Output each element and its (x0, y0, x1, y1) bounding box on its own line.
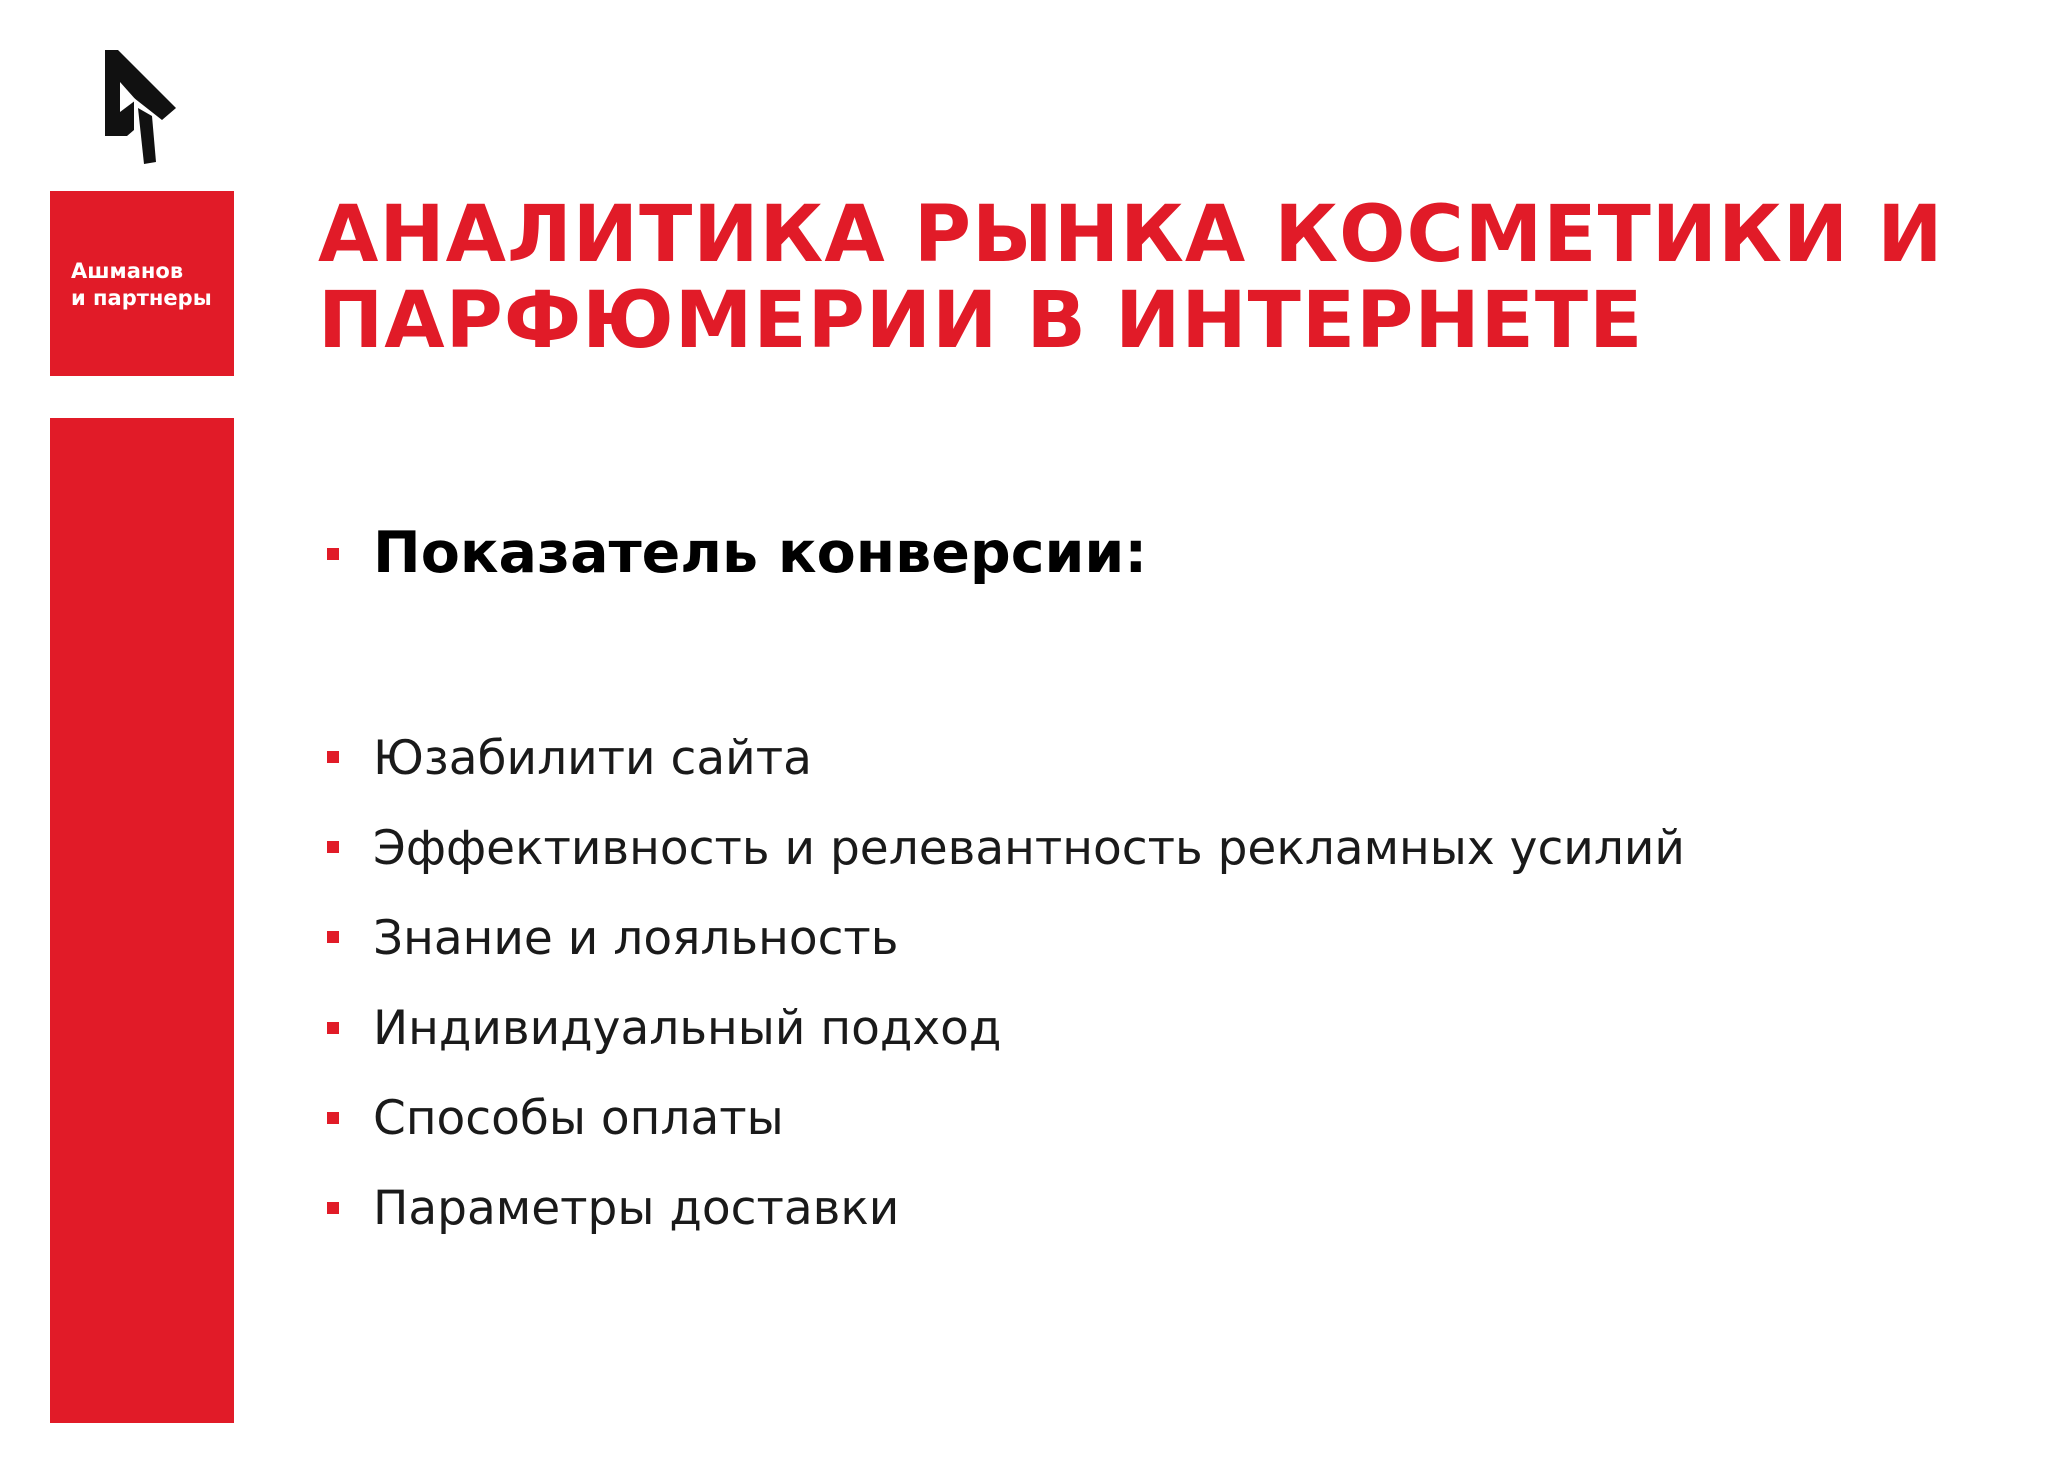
slide-title-line-2: ПАРФЮМЕРИИ В ИНТЕРНЕТЕ (318, 276, 1644, 366)
decorative-side-bar (50, 418, 234, 1423)
list-item: Способы оплаты (373, 1091, 784, 1146)
list-item: Индивидуальный подход (373, 1001, 1002, 1056)
brand-name-line-2: и партнеры (71, 286, 212, 310)
bullet-icon (327, 1112, 339, 1124)
bullet-icon (327, 841, 339, 853)
slide-title (318, 192, 1944, 364)
slide-title-line-1: АНАЛИТИКА РЫНКА КОСМЕТИКИ И (318, 190, 1944, 280)
bullet-icon (327, 548, 339, 560)
bullet-icon (327, 751, 339, 763)
bullet-icon (327, 1202, 339, 1214)
bullet-icon (327, 931, 339, 943)
brand-block (50, 191, 234, 376)
brand-name-line-1: Ашманов (71, 259, 184, 283)
list-item: Параметры доставки (373, 1181, 900, 1236)
company-logo-icon (100, 50, 182, 164)
bullet-icon (327, 1022, 339, 1034)
section-heading: Показатель конверсии: (373, 520, 1148, 586)
list-item: Юзабилити сайта (373, 731, 812, 786)
list-item: Эффективность и релевантность рекламных усилий (373, 821, 1685, 876)
list-item: Знание и лояльность (373, 911, 899, 966)
